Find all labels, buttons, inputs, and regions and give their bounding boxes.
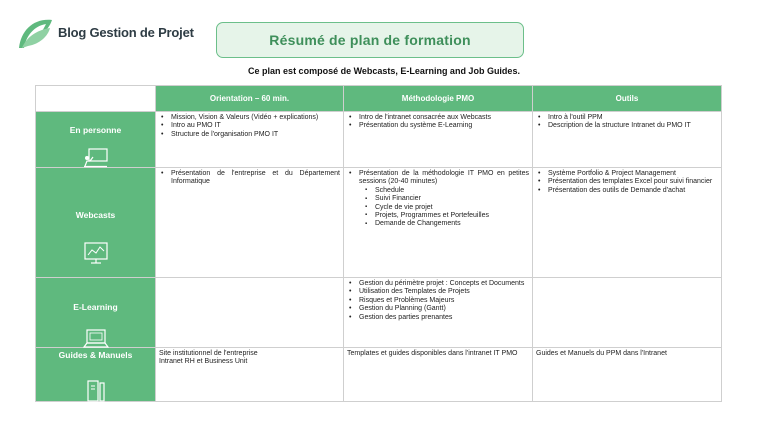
list-item: • Système Portfolio & Project Management: [536, 170, 718, 178]
list-item: • Risques et Problèmes Majeurs: [347, 297, 529, 305]
sub-list-item: ▪ Demande de Changements: [363, 220, 529, 228]
list-item: • Gestion du Planning (Gantt): [347, 305, 529, 313]
sub-list-item: ▪ Suivi Financier: [363, 195, 529, 203]
binder-icon: [83, 380, 109, 402]
list-item: • Intro au PMO IT: [159, 122, 340, 130]
sub-list-item: ▪ Cycle de vie projet: [363, 204, 529, 212]
table-row: [36, 112, 722, 168]
list-item: • Présentation des templates Excel pour suivi financier: [536, 178, 718, 186]
column-header-orientation: Orientation – 60 min.: [156, 86, 344, 112]
list-item: • Intro de l'intranet consacrée aux Webcasts: [347, 114, 529, 122]
cell-methodologie: [344, 112, 533, 168]
sub-list-item: ▪ Projets, Programmes et Portefeuilles: [363, 212, 529, 220]
list-item: • Gestion du périmètre projet : Concepts et Documents: [347, 280, 529, 288]
blog-logo[interactable]: [16, 12, 196, 52]
row-header-e-learning: [36, 278, 156, 348]
row-header-en-personne: [36, 112, 156, 168]
table-row: [36, 168, 722, 278]
cell-outils: [533, 168, 722, 278]
row-label: E-Learning: [73, 302, 118, 312]
page-title: Résumé de plan de formation: [269, 32, 471, 48]
list-item: • Présentation des outils de Demande d'achat: [536, 187, 718, 195]
cell-methodologie: [344, 278, 533, 348]
page-title-box: [216, 22, 524, 58]
list-item: • Présentation de la méthodologie IT PMO en petites sessions (20-40 minutes): [347, 170, 529, 187]
column-header-outils: Outils: [533, 86, 722, 112]
cell-methodologie: Templates et guides disponibles dans l'intranet IT PMO: [344, 348, 533, 402]
row-header-webcasts: [36, 168, 156, 278]
cell-methodologie: [344, 168, 533, 278]
list-item: • Description de la structure Intranet du PMO IT: [536, 122, 718, 130]
row-label: Webcasts: [75, 210, 116, 220]
table-row: [36, 278, 722, 348]
table-corner-cell: [36, 86, 156, 112]
logo-text: Blog Gestion de Projet: [58, 24, 194, 40]
list-item: • Structure de l'organisation PMO IT: [159, 131, 340, 139]
cell-orientation: [156, 168, 344, 278]
table-row: [36, 348, 722, 402]
list-item: • Mission, Vision & Valeurs (Vidéo + explications): [159, 114, 340, 122]
row-label: En personne: [69, 125, 122, 135]
list-item: • Présentation du système E-Learning: [347, 122, 529, 130]
page-subtitle: Ce plan est composé de Webcasts, E-Learning and Job Guides.: [248, 66, 520, 76]
cell-orientation-empty: [156, 278, 344, 348]
cell-outils: Guides et Manuels du PPM dans l'Intranet: [533, 348, 722, 402]
leaf-logo-icon: [16, 12, 56, 52]
table-header-row: [36, 86, 722, 112]
row-header-guides-manuels: [36, 348, 156, 402]
sub-list-item: ▪ Schedule: [363, 187, 529, 195]
presentation-board-icon: [83, 146, 109, 168]
list-item: • Gestion des parties prenantes: [347, 314, 529, 322]
list-item: • Intro à l'outil PPM: [536, 114, 718, 122]
list-item: • Présentation de l'entreprise et du Département Informatique: [159, 170, 340, 187]
column-header-methodologie: Méthodologie PMO: [344, 86, 533, 112]
cell-outils-empty: [533, 278, 722, 348]
cell-outils: [533, 112, 722, 168]
list-item: • Utilisation des Templates de Projets: [347, 288, 529, 296]
row-label: Guides & Manuels: [58, 350, 133, 360]
training-plan-table: [35, 85, 722, 402]
cell-orientation: Site institutionnel de l'entreprise Intranet RH et Business Unit: [156, 348, 344, 402]
cell-orientation: [156, 112, 344, 168]
screen-chart-icon: [83, 242, 109, 264]
